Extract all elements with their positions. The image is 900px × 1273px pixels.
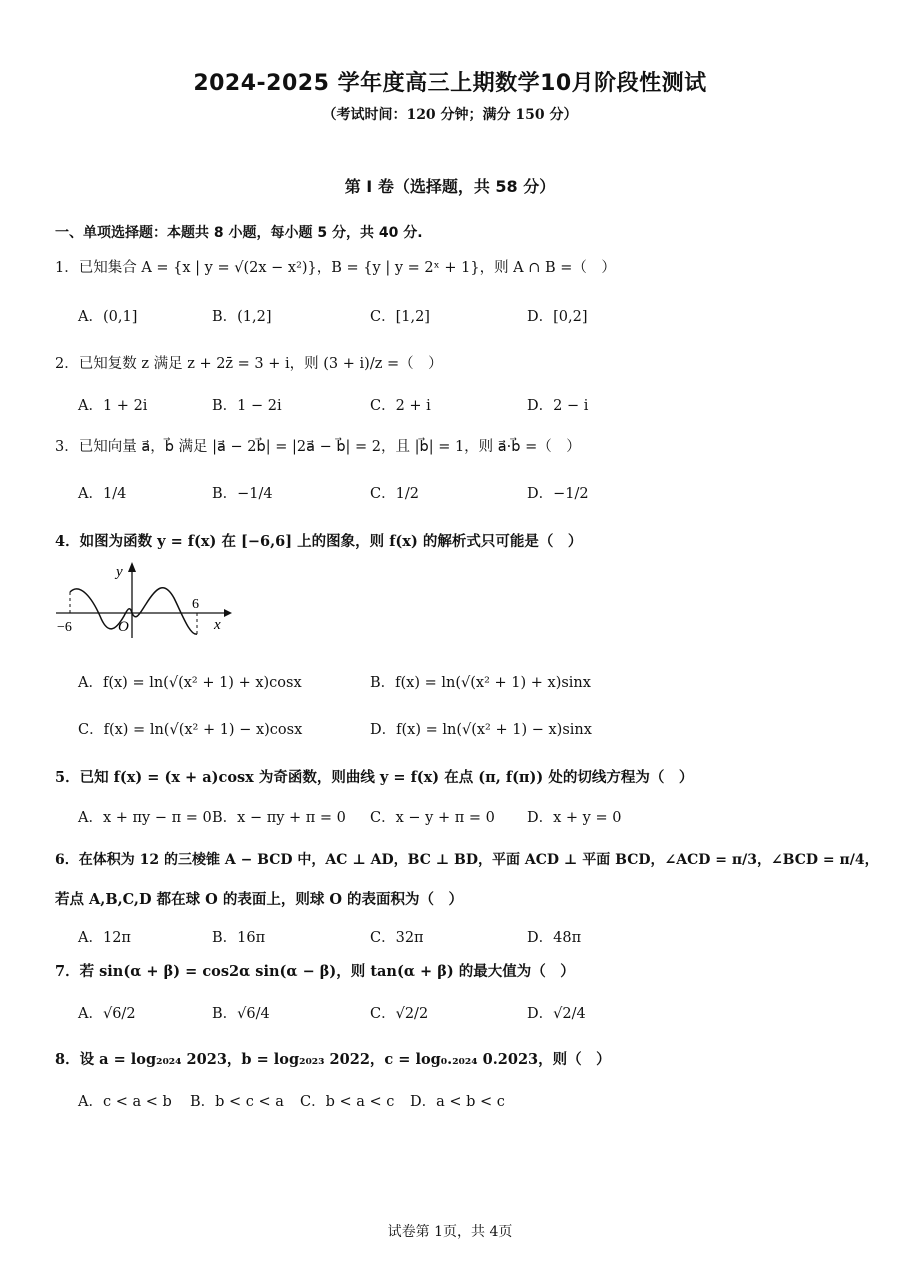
question-1-option-d: D．[0,2] [527,309,588,325]
question-7-stem: 7．若 sin(α + β) = cos2α sin(α − β)，则 tan(α + β) 的最大值为（ ） [55,963,575,980]
left-tick-label: −6 [57,620,72,635]
question-1-stem: 1．已知集合 A = {x | y = √(2x − x²)}，B = {y | y = 2ˣ + 1}，则 A ∩ B =（ ） [55,260,616,276]
question-6-option-a: A．12π [78,930,131,946]
question-3-option-b: B．−1/4 [212,486,273,502]
origin-label: O [118,619,129,635]
question-4-stem: 4．如图为函数 y = f(x) 在 [−6,6] 上的图象，则 f(x) 的解析式只可能是（ ） [55,533,583,550]
question-1-option-b: B．(1,2] [212,309,272,325]
question-1-option-c: C．[1,2] [370,309,430,325]
question-2-option-d: D．2 − i [527,398,589,414]
question-6-option-c: C．32π [370,930,424,946]
exam-title: 2024-2025 学年度高三上期数学10月阶段性测试 [193,71,707,96]
question-5-option-a: A．x + πy − π = 0 [78,810,212,826]
function-curve [70,588,197,634]
question-1-option-a: A．(0,1] [78,309,138,325]
section-heading: 一、单项选择题：本题共 8 小题，每小题 5 分，共 40 分. [55,225,423,241]
part-heading: 第 I 卷（选择题，共 58 分） [344,177,556,196]
question-4-option-a: A．f(x) = ln(√(x² + 1) + x)cosx [78,675,302,691]
y-axis-arrow-icon [128,562,136,572]
question-8-option-d: D．a < b < c [410,1094,505,1110]
question-7-option-a: A．√6/2 [78,1006,136,1022]
question-8-option-c: C．b < a < c [300,1094,395,1110]
question-7-option-b: B．√6/4 [212,1006,270,1022]
question-4-option-d: D．f(x) = ln(√(x² + 1) − x)sinx [370,722,592,738]
question-7-option-d: D．√2/4 [527,1006,586,1022]
question-2-option-b: B．1 − 2i [212,398,282,414]
question-3-option-d: D．−1/2 [527,486,589,502]
question-5-option-c: C．x − y + π = 0 [370,810,495,826]
question-4-option-b: B．f(x) = ln(√(x² + 1) + x)sinx [370,675,591,691]
question-2-option-c: C．2 + i [370,398,431,414]
exam-subtitle: （考试时间：120 分钟；满分 150 分） [322,107,578,123]
x-axis-label: x [214,617,221,633]
question-7-option-c: C．√2/2 [370,1006,429,1022]
question-6-option-b: B．16π [212,930,266,946]
question-5-stem: 5．已知 f(x) = (x + a)cosx 为奇函数，则曲线 y = f(x) 在点 (π, f(π)) 处的切线方程为（ ） [55,769,694,786]
question-3-stem: 3．已知向量 a⃗，b⃗ 满足 |a⃗ − 2b⃗| = |2a⃗ − b⃗| = 2，且 |b⃗| = 1，则 a⃗·b⃗ =（ ） [55,439,581,455]
x-axis-arrow-icon [224,609,232,617]
page-footer: 试卷第 1页，共 4页 [387,1224,513,1240]
question-6-stem: 6．在体积为 12 的三棱锥 A − BCD 中，AC ⊥ AD，BC ⊥ BD，平面 ACD ⊥ 平面 BCD，∠ACD = π/3，∠BCD = π/4， [55,852,879,868]
question-8-stem: 8．设 a = log₂₀₂₄ 2023，b = log₂₀₂₃ 2022，c = log₀.₂₀₂₄ 0.2023，则（ ） [55,1051,611,1068]
question-3-option-a: A．1/4 [78,486,127,502]
question-2-option-a: A．1 + 2i [78,398,148,414]
function-graph [52,558,232,640]
question-6-stem-continued: 若点 A,B,C,D 都在球 O 的表面上，则球 O 的表面积为（ ） [55,891,464,908]
right-tick-label: 6 [192,597,199,612]
question-4-option-c: C．f(x) = ln(√(x² + 1) − x)cosx [78,722,303,738]
question-5-option-b: B．x − πy + π = 0 [212,810,346,826]
question-6-option-d: D．48π [527,930,582,946]
question-3-option-c: C．1/2 [370,486,419,502]
question-8-option-a: A．c < a < b [78,1094,172,1110]
question-8-option-b: B．b < c < a [190,1094,284,1110]
question-2-stem: 2．已知复数 z 满足 z + 2z̄ = 3 + i，则 (3 + i)/z =（ ） [55,356,443,372]
y-axis-label: y [116,564,123,580]
question-5-option-d: D．x + y = 0 [527,810,622,826]
